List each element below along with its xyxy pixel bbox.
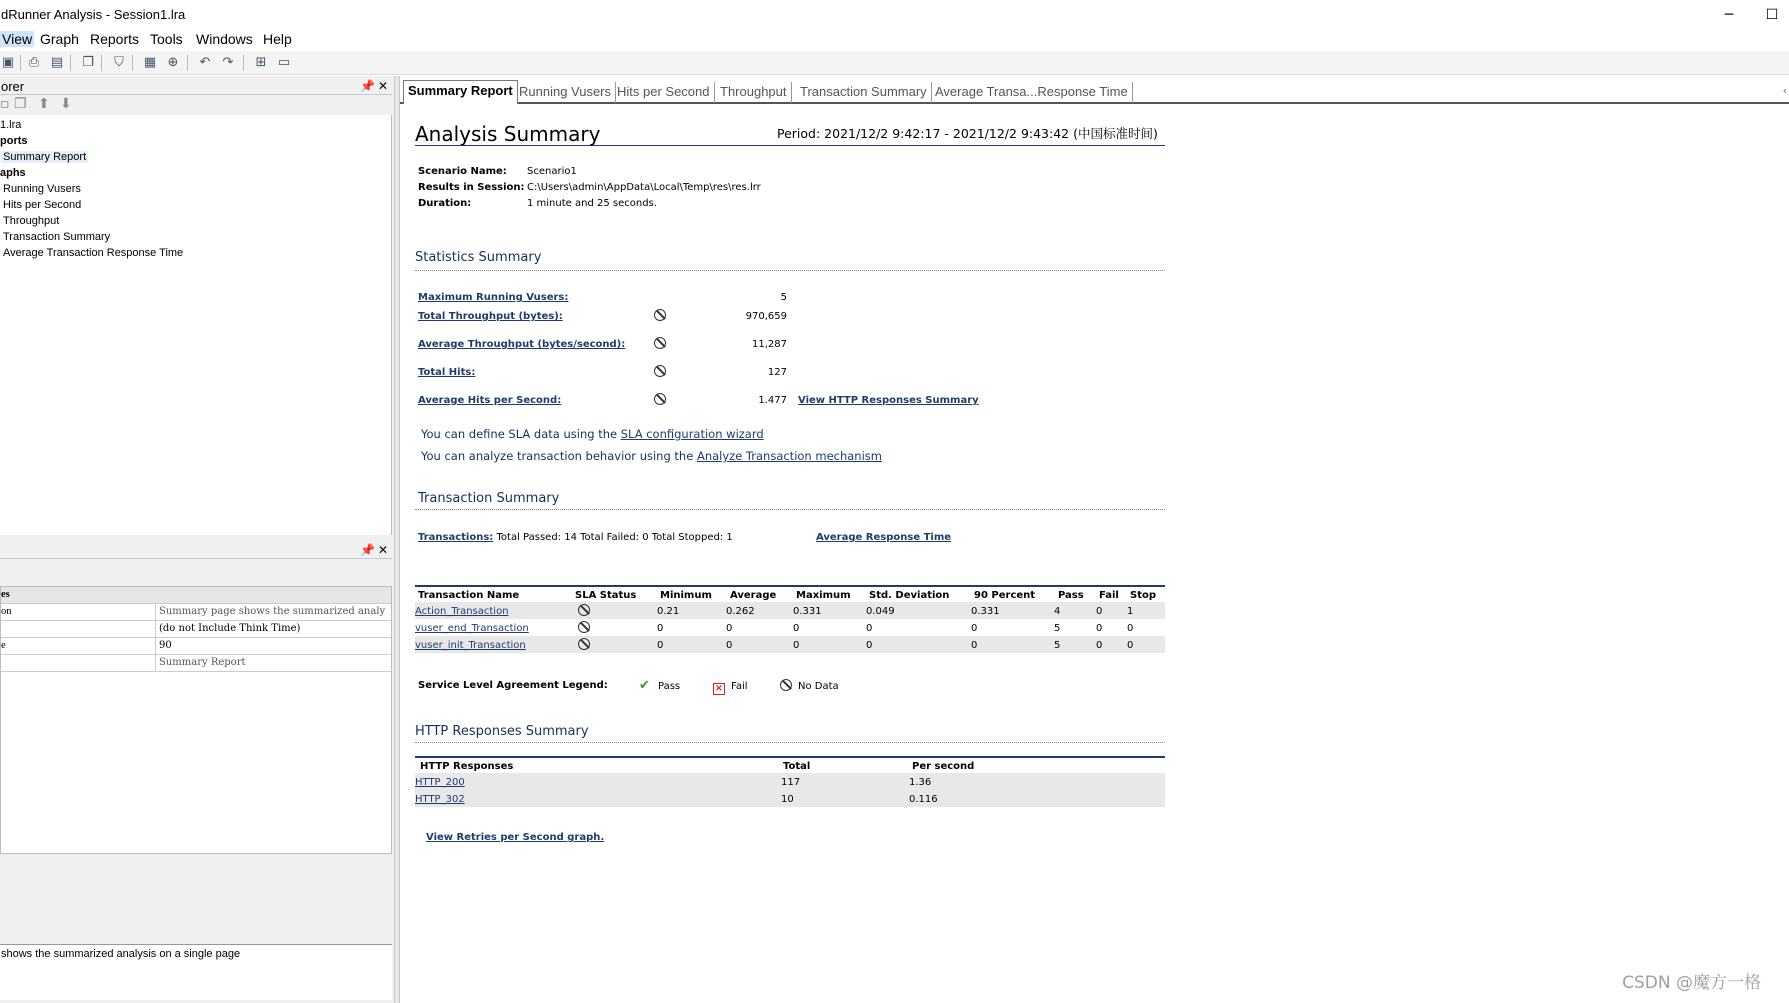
analyze-info-text: You can analyze transaction behavior using the (421, 449, 697, 463)
layout-icon[interactable]: ⊞ (255, 55, 267, 70)
property-value[interactable]: 90 (155, 638, 391, 654)
tree-item-throughput[interactable]: Throughput (3, 215, 60, 227)
col-sla-status: SLA Status (575, 590, 637, 601)
tree-item-reports[interactable]: ports (0, 135, 28, 147)
close-icon[interactable]: ✕ (378, 79, 389, 93)
max-running-vusers-link[interactable]: Maximum Running Vusers: (418, 292, 569, 303)
filter-icon[interactable]: ⛉ (114, 55, 124, 70)
sla-wizard-link[interactable]: SLA configuration wizard (620, 427, 764, 441)
total-throughput-link[interactable]: Total Throughput (bytes): (418, 311, 563, 322)
copy-icon[interactable]: ❐ (82, 55, 94, 70)
table-rule (415, 585, 1165, 587)
no-data-icon (578, 621, 590, 636)
properties-header (0, 542, 392, 559)
pin-icon[interactable]: 📌 (360, 79, 375, 93)
legend-pass: Pass (658, 681, 681, 692)
tab-throughput[interactable]: Throughput (716, 82, 792, 103)
http-responses-title: HTTP Responses Summary (415, 724, 589, 739)
col-pass: Pass (1058, 590, 1084, 601)
transaction-link[interactable]: vuser_end_Transaction (415, 623, 529, 634)
tree-item-hits-per-second[interactable]: Hits per Second (3, 199, 82, 211)
max-running-vusers-value: 5 (780, 292, 787, 303)
cell-minimum: 0 (657, 623, 664, 634)
cell-std-deviation: 0.049 (866, 606, 895, 617)
property-value[interactable]: Summary Report (155, 655, 391, 671)
transactions-line (418, 532, 733, 543)
tab-transaction-summary[interactable]: Transaction Summary (796, 82, 932, 103)
cell-average: 0 (726, 640, 733, 651)
explorer-toolbar (0, 94, 392, 114)
no-data-icon (654, 309, 666, 324)
col-maximum: Maximum (796, 590, 851, 601)
menu-tools[interactable]: Tools (150, 31, 183, 47)
session-explorer-header (0, 78, 392, 95)
add-icon[interactable]: ▫ (0, 96, 10, 112)
tab-summary-report[interactable]: Summary Report (403, 80, 518, 104)
cell-average: 0 (726, 623, 733, 634)
col-per-second: Per second (912, 761, 975, 772)
settings-icon[interactable]: ▭ (277, 55, 291, 70)
statistics-summary-title: Statistics Summary (415, 250, 542, 265)
menu-reports[interactable]: Reports (90, 31, 140, 47)
menu-windows[interactable]: Windows (196, 31, 253, 47)
menu-view[interactable]: View (2, 31, 33, 47)
toolbar-separator (132, 55, 133, 71)
maximize-button[interactable]: ☐ (1765, 7, 1779, 23)
tab-hits-per-second[interactable]: Hits per Second (613, 82, 715, 103)
col-stop: Stop (1130, 590, 1157, 601)
transaction-link[interactable]: Action_Transaction (415, 606, 509, 617)
cell-fail: 0 (1096, 606, 1103, 617)
session-tree (0, 115, 392, 535)
menu-help[interactable]: Help (263, 31, 292, 47)
cell-90-percent: 0.331 (971, 606, 1000, 617)
col-std-deviation: Std. Deviation (869, 590, 950, 601)
section-rule (415, 270, 1165, 271)
cell-stop: 0 (1127, 623, 1134, 634)
cell-stop: 0 (1127, 640, 1134, 651)
analyze-transaction-link[interactable]: Analyze Transaction mechanism (696, 449, 882, 463)
sla-info-text: You can define SLA data using the (421, 427, 621, 441)
tab-running-vusers[interactable]: Running Vusers (515, 82, 616, 103)
toolbar-separator (20, 55, 21, 71)
property-name: e (1, 640, 6, 651)
scenario-name-value: Scenario1 (527, 166, 577, 177)
tab-strip (400, 80, 1789, 104)
add-graph-icon[interactable]: ▦ (143, 55, 157, 70)
tree-item-session[interactable]: 1.lra (0, 119, 22, 131)
cell-std-deviation: 0 (866, 623, 873, 634)
average-hits-link[interactable]: Average Hits per Second: (418, 395, 562, 406)
average-hits-value: 1.477 (758, 395, 787, 406)
transaction-summary-title: Transaction Summary (418, 491, 560, 506)
col-average: Average (730, 590, 777, 601)
view-retries-link[interactable]: View Retries per Second graph. (426, 832, 605, 843)
minimize-button[interactable]: ─ (1724, 7, 1734, 23)
section-rule (415, 742, 1165, 743)
no-data-icon (654, 337, 666, 352)
property-name: es (1, 589, 10, 600)
cell-total: 117 (781, 777, 801, 788)
tab-scroll-icon[interactable]: ‹ (1782, 84, 1787, 97)
watermark: CSDN @魔方一格 (1622, 973, 1761, 993)
tree-item-running-vusers[interactable]: Running Vusers (3, 183, 81, 195)
cell-minimum: 0.21 (657, 606, 680, 617)
scenario-name-label: Scenario Name: (418, 166, 507, 177)
no-data-icon (654, 365, 666, 380)
legend-no-data: No Data (798, 681, 839, 692)
close-icon[interactable]: ✕ (378, 543, 389, 557)
no-data-icon (654, 393, 666, 408)
no-data-icon (578, 638, 590, 653)
table-row-bg (415, 636, 1165, 653)
table-rule (415, 756, 1165, 758)
average-throughput-value: 11,287 (752, 339, 787, 350)
menu-bar (0, 30, 1789, 50)
property-description-text: shows the summarized analysis on a single page (1, 948, 241, 960)
toolbar-separator (243, 55, 244, 71)
property-name: on (1, 606, 12, 617)
cell-per-second: 1.36 (909, 777, 932, 788)
window-title: dRunner Analysis - Session1.lra (1, 7, 186, 22)
legend-fail: Fail (731, 681, 748, 692)
property-row[interactable] (1, 638, 391, 655)
undo-icon[interactable]: ↶ (199, 55, 211, 70)
property-category (1, 587, 391, 604)
results-session-label: Results in Session: (418, 182, 525, 193)
property-value[interactable]: Summary page shows the summarized analy (155, 604, 391, 620)
no-data-icon (578, 604, 590, 619)
move-up-icon[interactable]: ⬆ (38, 96, 50, 112)
cell-fail: 0 (1096, 623, 1103, 634)
col-fail: Fail (1099, 590, 1119, 601)
total-hits-value: 127 (767, 367, 787, 378)
property-row[interactable] (1, 621, 391, 638)
property-row[interactable] (1, 604, 391, 621)
title-rule (415, 145, 1165, 146)
report-title: Analysis Summary (415, 122, 601, 146)
total-hits-link[interactable]: Total Hits: (418, 367, 476, 378)
properties-grid (0, 586, 392, 854)
cell-pass: 5 (1054, 640, 1061, 651)
view-http-responses-link[interactable]: View HTTP Responses Summary (798, 395, 979, 406)
save-icon[interactable]: ▣ (1, 55, 15, 70)
fail-x-icon: × (714, 683, 724, 694)
tree-item-summary-report[interactable]: Summary Report (3, 151, 87, 163)
table-row-bg (415, 602, 1165, 619)
cell-pass: 5 (1054, 623, 1061, 634)
section-rule (415, 509, 1165, 510)
toolbar-separator (101, 55, 102, 71)
print-preview-icon[interactable]: ▤ (50, 55, 64, 70)
cell-fail: 0 (1096, 640, 1103, 651)
average-throughput-link[interactable]: Average Throughput (bytes/second): (418, 339, 626, 350)
col-transaction-name: Transaction Name (418, 590, 520, 601)
tab-average-transaction-response-time[interactable]: Average Transa...Response Time (931, 82, 1133, 103)
cell-per-second: 0.116 (909, 794, 938, 805)
toolbar-separator (70, 55, 71, 71)
cell-maximum: 0 (793, 623, 800, 634)
property-value[interactable]: (do not Include Think Time) (155, 621, 391, 637)
pass-check-icon: ✔ (639, 678, 650, 693)
property-description (0, 944, 392, 1000)
cell-minimum: 0 (657, 640, 664, 651)
toolbar-separator (187, 55, 188, 71)
cell-90-percent: 0 (971, 640, 978, 651)
cell-maximum: 0.331 (793, 606, 822, 617)
duration-value: 1 minute and 25 seconds. (527, 198, 657, 209)
property-row[interactable] (1, 655, 391, 672)
menu-graph[interactable]: Graph (40, 31, 79, 47)
tree-item-avg-transaction-response-time[interactable]: Average Transaction Response Time (3, 247, 184, 259)
col-total: Total (783, 761, 811, 772)
sla-legend-label: Service Level Agreement Legend: (418, 680, 608, 691)
print-icon[interactable]: ⎙ (28, 55, 40, 70)
cell-90-percent: 0 (971, 623, 978, 634)
cell-total: 10 (781, 794, 794, 805)
pin-icon[interactable]: 📌 (360, 543, 375, 557)
transaction-link[interactable]: vuser_init_Transaction (415, 640, 526, 651)
http-302-link[interactable]: HTTP_302 (415, 794, 465, 805)
redo-icon[interactable]: ↷ (222, 55, 234, 70)
session-explorer-title: orer (1, 79, 25, 94)
tree-item-graphs[interactable]: aphs (0, 167, 26, 179)
find-icon[interactable]: ⊕ (167, 55, 179, 70)
sla-info (421, 427, 764, 441)
col-http-responses: HTTP Responses (420, 761, 514, 772)
title-bar (0, 0, 1789, 30)
cell-maximum: 0 (793, 640, 800, 651)
cell-average: 0.262 (726, 606, 755, 617)
total-throughput-value: 970,659 (745, 311, 787, 322)
transactions-totals: Total Passed: 14 Total Failed: 0 Total Stopped: 1 (496, 532, 733, 543)
http-200-link[interactable]: HTTP_200 (415, 777, 465, 788)
duplicate-icon[interactable]: ❐ (14, 96, 27, 112)
analyze-info (421, 449, 882, 463)
cell-pass: 4 (1054, 606, 1061, 617)
cell-stop: 1 (1127, 606, 1134, 617)
move-down-icon[interactable]: ⬇ (60, 96, 72, 112)
tree-item-transaction-summary[interactable]: Transaction Summary (3, 231, 111, 243)
results-session-value: C:\Users\admin\AppData\Local\Temp\res\res.lrr (527, 182, 761, 193)
duration-label: Duration: (418, 198, 472, 209)
col-minimum: Minimum (660, 590, 712, 601)
summary-report (400, 105, 1789, 1000)
report-period: Period: 2021/12/2 9:42:17 - 2021/12/2 9:43:42 (中国标准时间) (777, 126, 1158, 141)
col-90-percent: 90 Percent (974, 590, 1036, 601)
toolbar (0, 51, 1789, 75)
no-data-icon (780, 679, 792, 694)
transactions-link[interactable]: Transactions: (418, 532, 494, 543)
cell-std-deviation: 0 (866, 640, 873, 651)
average-response-time-link[interactable]: Average Response Time (816, 532, 952, 543)
